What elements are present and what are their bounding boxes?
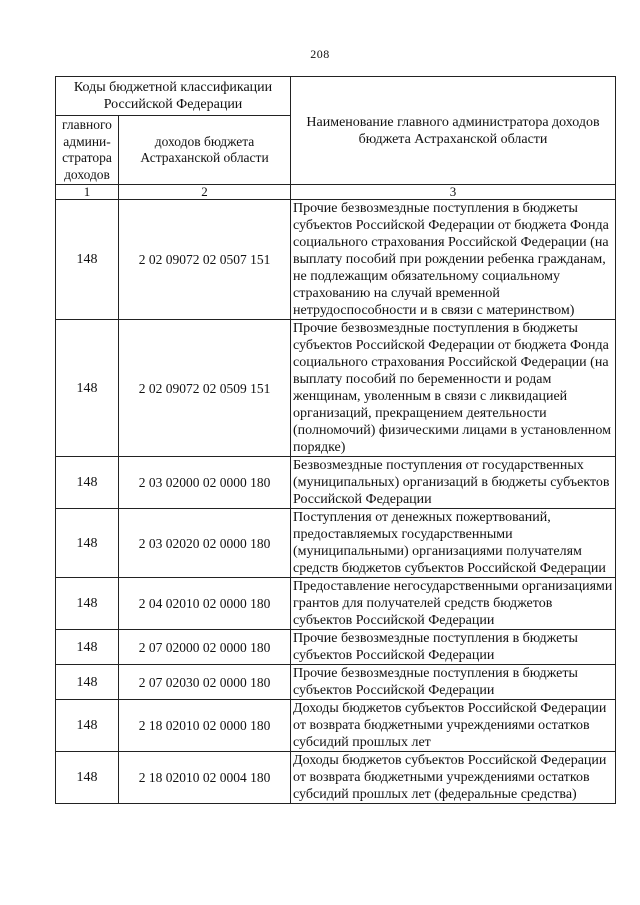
header-revenue-code: доходов бюджета Астраханской области [119, 116, 291, 185]
revenue-name-cell: Доходы бюджетов субъектов Российской Федерации от возврата бюджетными учреждениями остатков субсидий прошлых лет [291, 700, 616, 752]
header-column-numbers [56, 185, 616, 200]
table-row [56, 457, 616, 509]
admin-code-cell: 148 [56, 665, 119, 700]
admin-code-cell: 148 [56, 752, 119, 804]
table-row [56, 752, 616, 804]
revenue-name-cell: Прочие безвозмездные поступления в бюджеты субъектов Российской Федерации [291, 630, 616, 665]
table-row [56, 509, 616, 578]
admin-code-cell: 148 [56, 320, 119, 457]
column-number-3: 3 [291, 185, 616, 200]
revenue-name-cell: Поступления от денежных пожертвований, предоставляемых государственными (муниципальными) организациями получателям средств бюджетов субъектов Российской Федерации [291, 509, 616, 578]
header-row-group [56, 77, 616, 116]
column-number-2: 2 [119, 185, 291, 200]
revenue-name-cell: Безвозмездные поступления от государственных (муниципальных) организаций в бюджеты субъектов Российской Федерации [291, 457, 616, 509]
revenue-code-cell: 2 02 09072 02 0507 151 [119, 200, 291, 320]
admin-code-cell: 148 [56, 630, 119, 665]
revenue-name-cell: Прочие безвозмездные поступления в бюджеты субъектов Российской Федерации от бюджета Фонда социального страхования Российской Федерации (на выплату пособий при рождении ребенка гражданам, не подлежащим обязательному социальному страхованию на случай временной нетрудоспособности и в связи с материнством) [291, 200, 616, 320]
revenue-name-cell: Доходы бюджетов субъектов Российской Федерации от возврата бюджетными учреждениями остатков субсидий прошлых лет (федеральные средства) [291, 752, 616, 804]
table-row [56, 665, 616, 700]
revenue-name-cell: Прочие безвозмездные поступления в бюджеты субъектов Российской Федерации [291, 665, 616, 700]
admin-code-cell: 148 [56, 700, 119, 752]
table-row [56, 630, 616, 665]
page-number: 208 [310, 47, 330, 61]
header-budget-classification-codes: Коды бюджетной классификации Российской Федерации [56, 77, 291, 116]
table-row [56, 200, 616, 320]
revenue-code-cell: 2 03 02020 02 0000 180 [119, 509, 291, 578]
budget-classification-table [55, 76, 616, 804]
table-body [56, 200, 616, 804]
revenue-code-cell: 2 02 09072 02 0509 151 [119, 320, 291, 457]
revenue-name-cell: Прочие безвозмездные поступления в бюджеты субъектов Российской Федерации от бюджета Фонда социального страхования Российской Федерации (на выплату пособий по беременности и родам женщинам, уволенным в связи с ликвидацией организаций, прекращением деятельности (полномочий) физическими лицами в установленном порядке) [291, 320, 616, 457]
column-number-1: 1 [56, 185, 119, 200]
table-row [56, 700, 616, 752]
admin-code-cell: 148 [56, 509, 119, 578]
table-row [56, 320, 616, 457]
revenue-code-cell: 2 07 02030 02 0000 180 [119, 665, 291, 700]
revenue-code-cell: 2 18 02010 02 0000 180 [119, 700, 291, 752]
header-administrator-name: Наименование главного администратора доходов бюджета Астраханской области [291, 77, 616, 185]
table-row [56, 578, 616, 630]
revenue-code-cell: 2 03 02000 02 0000 180 [119, 457, 291, 509]
admin-code-cell: 148 [56, 200, 119, 320]
revenue-code-cell: 2 07 02000 02 0000 180 [119, 630, 291, 665]
revenue-code-cell: 2 18 02010 02 0004 180 [119, 752, 291, 804]
admin-code-cell: 148 [56, 457, 119, 509]
revenue-code-cell: 2 04 02010 02 0000 180 [119, 578, 291, 630]
revenue-name-cell: Предоставление негосударственными организациями грантов для получателей средств бюджетов субъектов Российской Федерации [291, 578, 616, 630]
header-main-administrator: главного админи-стратора доходов [56, 116, 119, 185]
admin-code-cell: 148 [56, 578, 119, 630]
